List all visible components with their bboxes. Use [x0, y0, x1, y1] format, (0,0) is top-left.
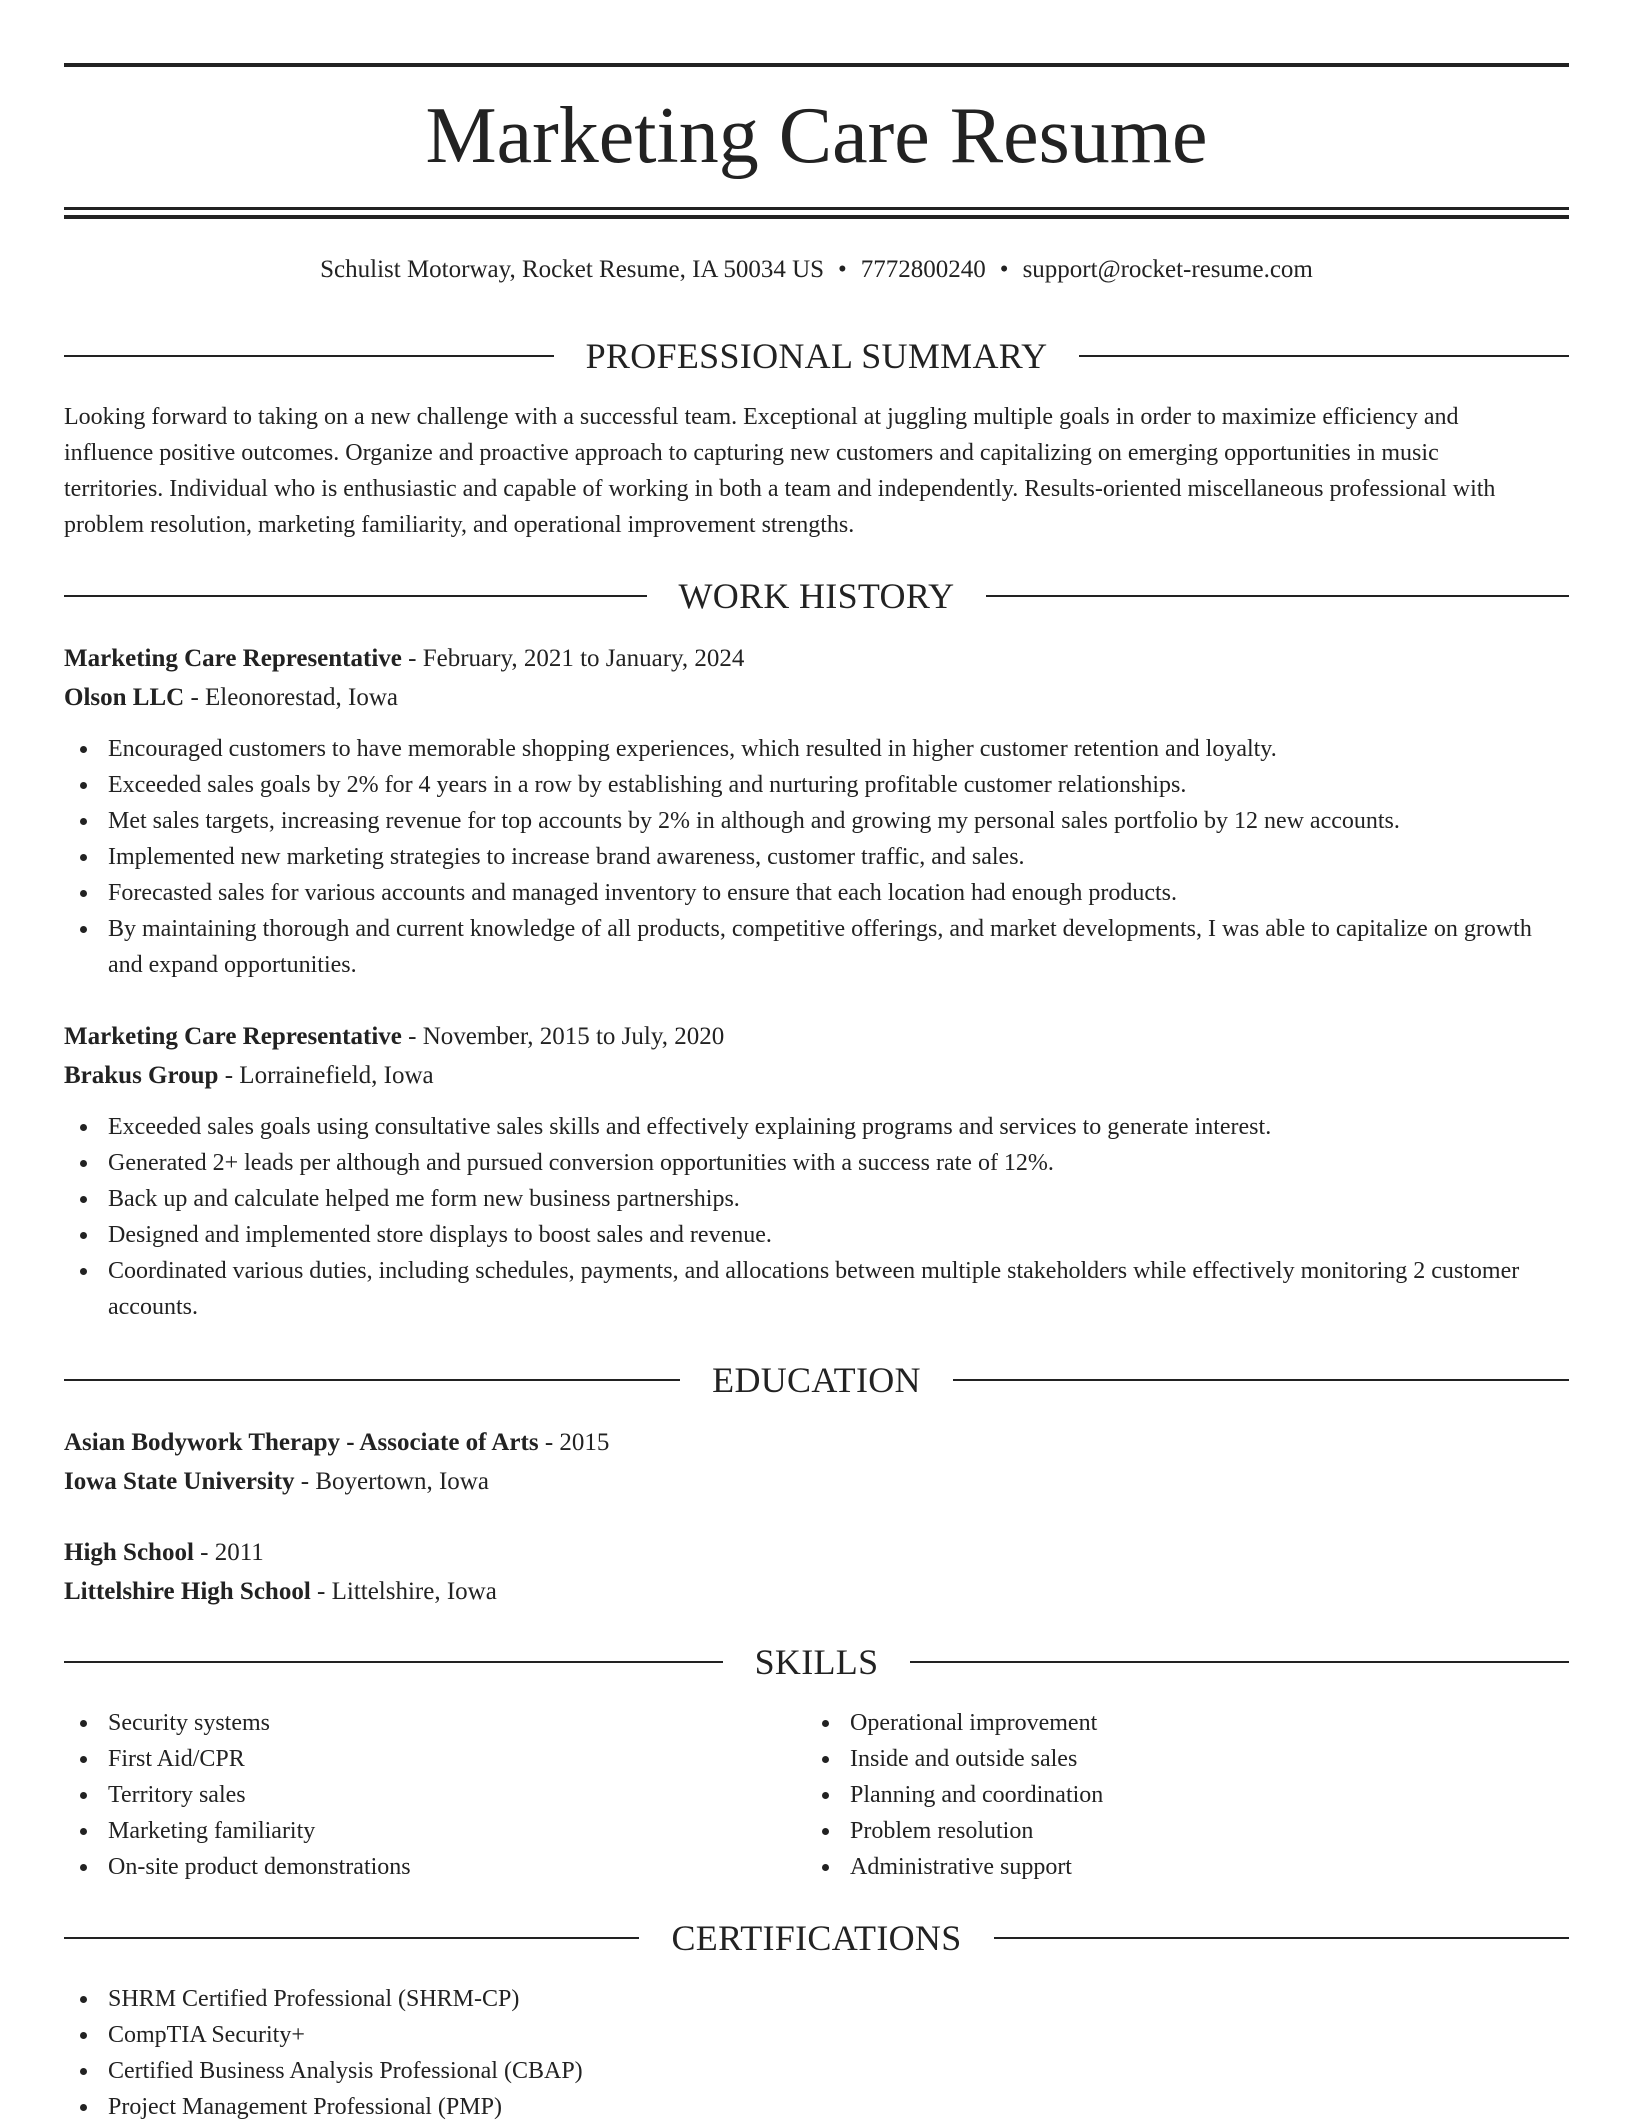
education-school-line — [64, 1572, 1569, 1611]
job-bullet: Designed and implemented store displays to boost sales and revenue. — [64, 1217, 1569, 1253]
job-bullet: Met sales targets, increasing revenue for top accounts by 2% in although and growing my personal sales portfolio by 12 new accounts. — [64, 803, 1569, 839]
job-company-line — [64, 1056, 1569, 1095]
skill-item: Inside and outside sales — [806, 1741, 1506, 1777]
job-bullet: Generated 2+ leads per although and pursued conversion opportunities with a success rate of 12%. — [64, 1145, 1569, 1181]
job-bullet: Implemented new marketing strategies to increase brand awareness, customer traffic, and sales. — [64, 839, 1569, 875]
job-title-line — [64, 1017, 1569, 1056]
section-rule — [64, 1661, 723, 1663]
job-bullet: By maintaining thorough and current knowledge of all products, competitive offerings, and market developments, I was able to capitalize on growth and expand opportunities. — [64, 911, 1569, 983]
contact-phone: 7772800240 — [860, 256, 986, 283]
job-entry — [64, 1017, 1569, 1325]
education-entry — [64, 1423, 1569, 1501]
education-school: Iowa State University — [64, 1468, 295, 1495]
contact-email: support@rocket-resume.com — [1022, 256, 1313, 283]
summary-paragraph — [64, 399, 1569, 543]
job-company: Olson LLC — [64, 684, 185, 711]
summary-line: territories. Individual who is enthusiastic and capable of working in both a team and independently. Results-oriented miscellaneous professional with — [64, 476, 1496, 502]
certification-item: Certified Business Analysis Professional (CBAP) — [64, 2053, 1569, 2089]
certifications-block — [64, 1981, 1569, 2125]
summary-line: influence positive outcomes. Organize and proactive approach to capturing new customers and capitalizing on emerging opportunities in music — [64, 440, 1439, 466]
certification-item: SHRM Certified Professional (SHRM-CP) — [64, 1981, 1569, 2017]
job-bullet: Encouraged customers to have memorable shopping experiences, which resulted in higher customer retention and loyalty. — [64, 731, 1569, 767]
job-title: Marketing Care Representative — [64, 645, 402, 672]
skill-item: Problem resolution — [806, 1813, 1506, 1849]
job-title: Marketing Care Representative — [64, 1023, 402, 1050]
education-location: - Boyertown, Iowa — [294, 1468, 489, 1495]
job-location: - Lorrainefield, Iowa — [218, 1062, 434, 1089]
education-year: - 2011 — [193, 1539, 264, 1566]
section-header-certifications — [64, 1916, 1569, 1960]
section-rule — [953, 1379, 1569, 1381]
education-location: - Littelshire, Iowa — [310, 1578, 497, 1605]
skill-item: On-site product demonstrations — [64, 1849, 764, 1885]
header-top-rule — [64, 63, 1569, 67]
skill-item: Administrative support — [806, 1849, 1506, 1885]
job-dates: - February, 2021 to January, 2024 — [401, 645, 745, 672]
section-header-education — [64, 1358, 1569, 1402]
skill-item: Planning and coordination — [806, 1777, 1506, 1813]
education-degree-line — [64, 1423, 1569, 1462]
section-rule — [1079, 355, 1569, 357]
education-school-line — [64, 1462, 1569, 1501]
skills-column-right — [806, 1705, 1506, 1885]
contact-line — [64, 252, 1569, 288]
job-title-line — [64, 639, 1569, 678]
education-school: Littelshire High School — [64, 1578, 311, 1605]
section-rule — [994, 1937, 1569, 1939]
section-header-work-history — [64, 574, 1569, 618]
contact-separator: • — [838, 256, 847, 283]
skill-item: Operational improvement — [806, 1705, 1506, 1741]
section-rule — [64, 595, 647, 597]
section-rule — [986, 595, 1569, 597]
education-degree: Asian Bodywork Therapy - Associate of Arts — [64, 1429, 539, 1456]
section-rule — [64, 355, 554, 357]
skill-item: Marketing familiarity — [64, 1813, 764, 1849]
summary-line: problem resolution, marketing familiarity, and operational improvement strengths. — [64, 512, 855, 538]
job-location: - Eleonorestad, Iowa — [184, 684, 398, 711]
job-bullet: Back up and calculate helped me form new business partnerships. — [64, 1181, 1569, 1217]
job-dates: - November, 2015 to July, 2020 — [401, 1023, 725, 1050]
job-bullets — [64, 731, 1569, 983]
section-header-summary — [64, 334, 1569, 378]
section-rule — [910, 1661, 1569, 1663]
education-degree-line — [64, 1533, 1569, 1572]
skill-item: First Aid/CPR — [64, 1741, 764, 1777]
section-header-skills — [64, 1640, 1569, 1684]
skill-item: Territory sales — [64, 1777, 764, 1813]
header-bottom-rule-2 — [64, 215, 1569, 219]
job-company: Brakus Group — [64, 1062, 219, 1089]
certifications-list — [64, 1981, 1569, 2125]
section-rule — [64, 1379, 680, 1381]
education-entry — [64, 1533, 1569, 1611]
resume-title: Marketing Care Resume — [425, 92, 1208, 180]
section-title: EDUCATION — [712, 1360, 921, 1400]
section-title: PROFESSIONAL SUMMARY — [585, 336, 1048, 376]
contact-separator: • — [999, 256, 1009, 283]
summary-line: Looking forward to taking on a new challenge with a successful team. Exceptional at juggling multiple goals in order to maximize efficiency and — [64, 404, 1459, 430]
skills-column-left — [64, 1705, 764, 1885]
education-year: - 2015 — [538, 1429, 610, 1456]
job-bullet: Exceeded sales goals by 2% for 4 years in a row by establishing and nurturing profitable customer relationships. — [64, 767, 1569, 803]
job-entry — [64, 639, 1569, 983]
job-bullet: Exceeded sales goals using consultative sales skills and effectively explaining programs and services to generate interest. — [64, 1109, 1569, 1145]
section-rule — [64, 1937, 639, 1939]
header-bottom-rule-1 — [64, 207, 1569, 210]
section-title: CERTIFICATIONS — [671, 1918, 962, 1958]
section-title: SKILLS — [754, 1642, 879, 1682]
section-title: WORK HISTORY — [678, 576, 955, 616]
job-bullet: Forecasted sales for various accounts and managed inventory to ensure that each location had enough products. — [64, 875, 1569, 911]
skills-list — [806, 1705, 1506, 1885]
job-bullets — [64, 1109, 1569, 1325]
education-degree: High School — [64, 1539, 194, 1566]
skill-item: Security systems — [64, 1705, 764, 1741]
certification-item: Project Management Professional (PMP) — [64, 2089, 1569, 2125]
certification-item: CompTIA Security+ — [64, 2017, 1569, 2053]
contact-address: Schulist Motorway, Rocket Resume, IA 50034 US — [320, 256, 825, 283]
job-bullet: Coordinated various duties, including schedules, payments, and allocations between multiple stakeholders while effectively monitoring 2 customer accounts. — [64, 1253, 1569, 1325]
job-company-line — [64, 678, 1569, 717]
skills-list — [64, 1705, 764, 1885]
